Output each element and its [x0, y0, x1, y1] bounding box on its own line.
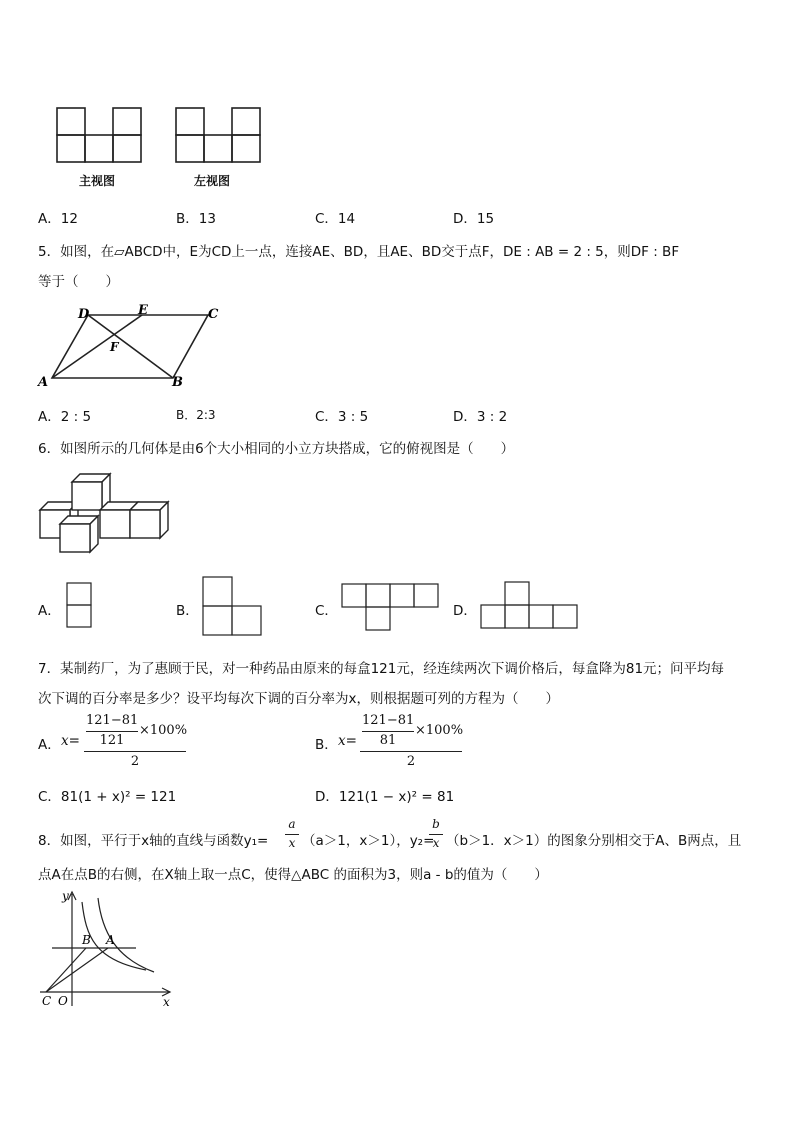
q4-option-b[interactable]: B．13: [176, 211, 216, 227]
label-d: D: [78, 307, 90, 322]
q7-a-inner-numerator: 121−81: [86, 713, 139, 728]
label-origin: O: [58, 994, 68, 1008]
q7-b-outer-denominator: 2: [406, 754, 416, 769]
q5-option-b[interactable]: B．2:3: [176, 408, 216, 422]
front-view-figure: [55, 106, 145, 164]
q8-frac2-numerator: b: [432, 817, 440, 831]
q7-option-a-lhs: x=: [61, 733, 80, 749]
q4-option-c[interactable]: C．14: [315, 211, 356, 227]
q6-option-c-figure[interactable]: [341, 583, 441, 633]
q8-frac1-denominator: x: [288, 836, 296, 850]
q6-option-d-label[interactable]: D．: [453, 603, 477, 619]
label-f: F: [110, 340, 119, 354]
q5-stem-line2: 等于（ ）: [38, 274, 119, 290]
q5-option-d[interactable]: D．3 : 2: [453, 409, 508, 425]
q7-option-b-label[interactable]: B．: [315, 737, 338, 753]
label-a: A: [38, 375, 49, 390]
label-point-c: C: [42, 994, 52, 1008]
q7-stem-line1: 7．某制药厂，为了惠顾于民，对一种药品由原来的每盒121元，经连续两次下调价格后，每盒降为81元；问平均每: [38, 661, 725, 677]
hyperbola-figure: [36, 888, 176, 1008]
label-y-axis: y: [62, 889, 69, 903]
q7-stem-line2: 次下调的百分率是多少？设平均每次下调的百分率为x，则根据题可列的方程为（ ）: [38, 691, 559, 707]
left-view-figure: [174, 106, 264, 164]
label-point-a: A: [106, 933, 115, 947]
label-point-b: B: [82, 933, 91, 947]
cube-solid-figure: [38, 474, 174, 554]
q5-option-a[interactable]: A．2 : 5: [38, 409, 92, 425]
q7-a-inner-denominator: 121: [99, 733, 125, 748]
q6-option-c-label[interactable]: C．: [315, 603, 338, 619]
q6-option-b-label[interactable]: B．: [176, 603, 199, 619]
label-b: B: [172, 375, 183, 390]
q8-stem-part1: 8．如图，平行于x轴的直线与函数y₁=: [38, 833, 269, 849]
q6-option-b-figure[interactable]: [202, 576, 264, 638]
q8-stem-part3: （b＞1．x＞1）的图象分别相交于A、B两点，且: [446, 833, 742, 849]
front-view-label: 主视图: [79, 174, 116, 188]
q6-option-d-figure[interactable]: [480, 581, 580, 631]
q8-stem-line2: 点A在点B的右侧，在X轴上取一点C，使得△ABC 的面积为3，则a - b的值为（ ）: [38, 867, 548, 883]
q7-b-inner-denominator: 81: [379, 733, 397, 748]
q6-stem: 6．如图所示的几何体是由6个大小相同的小立方块搭成，它的俯视图是（ ）: [38, 441, 515, 457]
q8-stem-part2: （a＞1，x＞1），y₂=: [302, 833, 435, 849]
q4-option-a[interactable]: A．12: [38, 211, 78, 227]
q7-option-c[interactable]: C．81(1 + x)² = 121: [38, 789, 177, 805]
q7-a-multiplier: ×100%: [139, 723, 188, 738]
left-view-label: 左视图: [194, 174, 231, 188]
q5-stem-line1: 5．如图，在▱ABCD中，E为CD上一点，连接AE、BD，且AE、BD交于点F，DE : AB = 2 : 5，则DF : BF: [38, 244, 680, 260]
q4-option-d[interactable]: D．15: [453, 211, 495, 227]
label-c: C: [208, 307, 219, 322]
q7-option-d[interactable]: D．121(1 − x)² = 81: [315, 789, 455, 805]
q8-frac2-denominator: x: [432, 836, 440, 850]
q7-a-outer-denominator: 2: [130, 754, 140, 769]
label-e: E: [138, 303, 148, 318]
q6-option-a-label[interactable]: A．: [38, 603, 61, 619]
q7-b-inner-numerator: 121−81: [362, 713, 415, 728]
q7-option-a-label[interactable]: A．: [38, 737, 61, 753]
q7-b-multiplier: ×100%: [415, 723, 464, 738]
label-x-axis: x: [163, 995, 170, 1009]
q5-option-c[interactable]: C．3 : 5: [315, 409, 369, 425]
q6-option-a-figure[interactable]: [66, 582, 92, 630]
q8-frac1-numerator: a: [288, 817, 296, 831]
q7-option-b-lhs: x=: [338, 733, 357, 749]
parallelogram-figure: [36, 303, 226, 390]
